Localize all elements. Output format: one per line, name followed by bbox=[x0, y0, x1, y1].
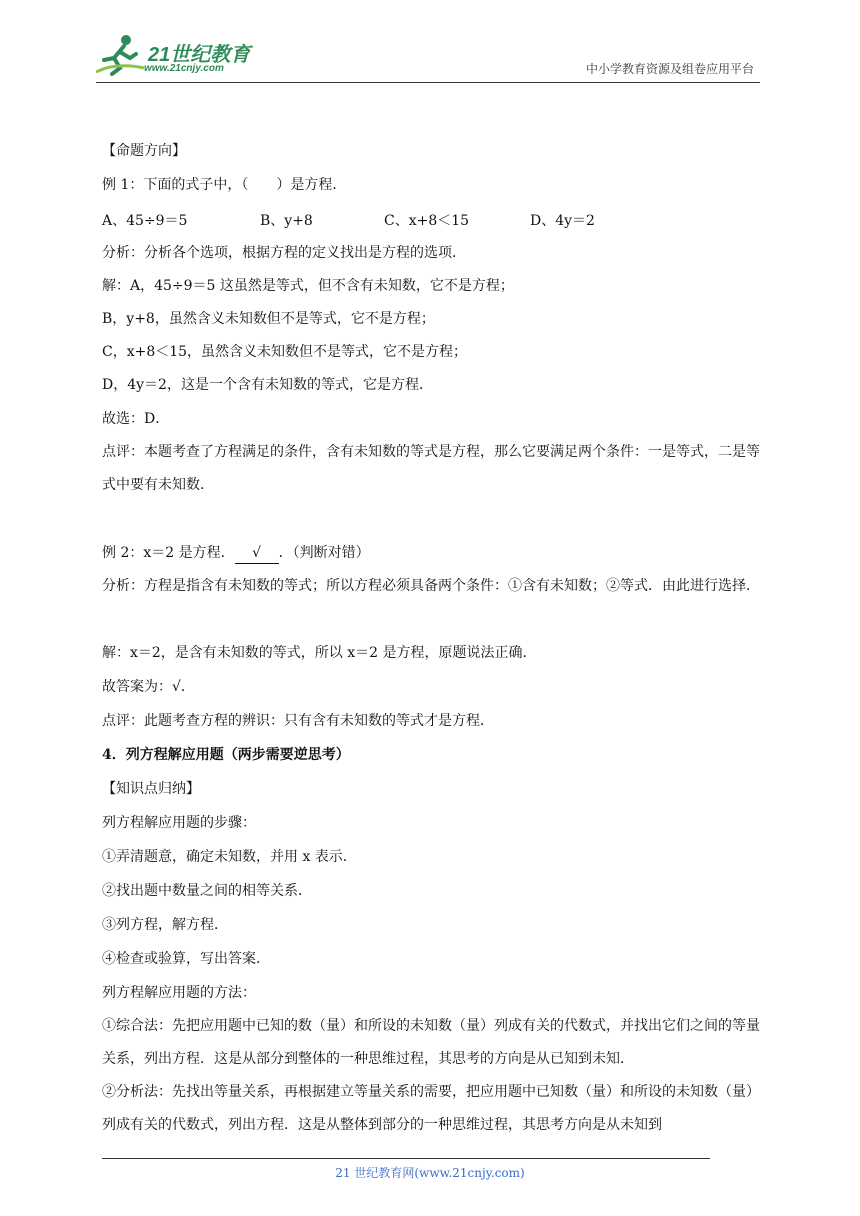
example1-comment: 点评：本题考查了方程满足的条件，含有未知数的等式是方程，那么它要满足两个条件：一是等式，二是等式中要有未知数． bbox=[102, 444, 760, 493]
steps-intro: 列方程解应用题的步骤： bbox=[102, 815, 256, 831]
section4-title: 4．列方程解应用题（两步需要逆思考） bbox=[102, 747, 350, 763]
example1-line-d: D，4y＝2，这是一个含有未知数的等式，它是方程． bbox=[102, 377, 433, 393]
example1-answer: 故选：D． bbox=[102, 411, 170, 427]
option-b: B、y+8 bbox=[260, 213, 313, 229]
page-header bbox=[96, 30, 760, 83]
knowledge-heading: 【知识点归纳】 bbox=[102, 781, 200, 797]
option-a: A、45÷9＝5 bbox=[102, 213, 188, 229]
example1-options bbox=[102, 210, 770, 230]
example2-question-prefix: 例 2：x＝2 是方程． bbox=[102, 545, 235, 561]
method-2: ②分析法：先找出等量关系，再根据建立等量关系的需要，把应用题中已知数（量）和所设的未知数（量）列成有关的代数式，列出方程．这是从整体到部分的一种思维过程，其思考方向是从未知到 bbox=[102, 1084, 760, 1133]
example1-solution: 解：A，45÷9＝5 这虽然是等式，但不含有未知数，它不是方程； bbox=[102, 278, 514, 294]
step-4: ④检查或验算，写出答案． bbox=[102, 951, 270, 967]
footer-text: 21 世纪教育网(www.21cnjy.com) bbox=[335, 1166, 525, 1180]
example2-answer: 故答案为：√． bbox=[102, 679, 195, 695]
brand-name: 21世纪教育 bbox=[148, 44, 251, 66]
footer-divider bbox=[102, 1158, 710, 1159]
option-c: C、x+8＜15 bbox=[384, 213, 470, 229]
example1-question: 例 1：下面的式子中，（ ）是方程． bbox=[102, 177, 347, 193]
method-1: ①综合法：先把应用题中已知的数（量）和所设的未知数（量）列成有关的代数式，并找出它们之间的等量关系，列出方程．这是从部分到整体的一种思维过程，其思考的方向是从已知到未知． bbox=[102, 1018, 760, 1067]
step-1: ①弄清题意，确定未知数，并用 x 表示． bbox=[102, 849, 357, 865]
step-2: ②找出题中数量之间的相等关系． bbox=[102, 883, 312, 899]
example2-analysis: 分析：方程是指含有未知数的等式；所以方程必须具备两个条件：①含有未知数；②等式．由此进行选择． bbox=[102, 578, 760, 594]
section-heading: 【命题方向】 bbox=[102, 143, 186, 159]
example1-line-c: C，x+8＜15，虽然含义未知数但不是等式，它不是方程； bbox=[102, 344, 468, 360]
example2-comment: 点评：此题考查方程的辨识：只有含有未知数的等式才是方程． bbox=[102, 713, 494, 729]
example2-question bbox=[102, 544, 370, 564]
example2-solution: 解：x＝2，是含有未知数的等式，所以 x＝2 是方程，原题说法正确． bbox=[102, 645, 537, 661]
runner-logo-icon bbox=[96, 32, 146, 76]
example2-question-suffix: ．（判断对错） bbox=[278, 545, 370, 561]
step-3: ③列方程，解方程． bbox=[102, 917, 228, 933]
methods-intro: 列方程解应用题的方法： bbox=[102, 985, 256, 1001]
option-d: D、4y＝2 bbox=[530, 213, 595, 229]
example1-analysis: 分析：分析各个选项，根据方程的定义找出是方程的选项． bbox=[102, 245, 466, 261]
logo bbox=[96, 32, 261, 78]
example2-blank: √ bbox=[235, 544, 279, 564]
platform-name: 中小学教育资源及组卷应用平台 bbox=[585, 62, 754, 76]
brand-url: www.21cnjy.com bbox=[144, 63, 224, 74]
example1-line-b: B，y+8，虽然含义未知数但不是等式，它不是方程； bbox=[102, 311, 435, 327]
